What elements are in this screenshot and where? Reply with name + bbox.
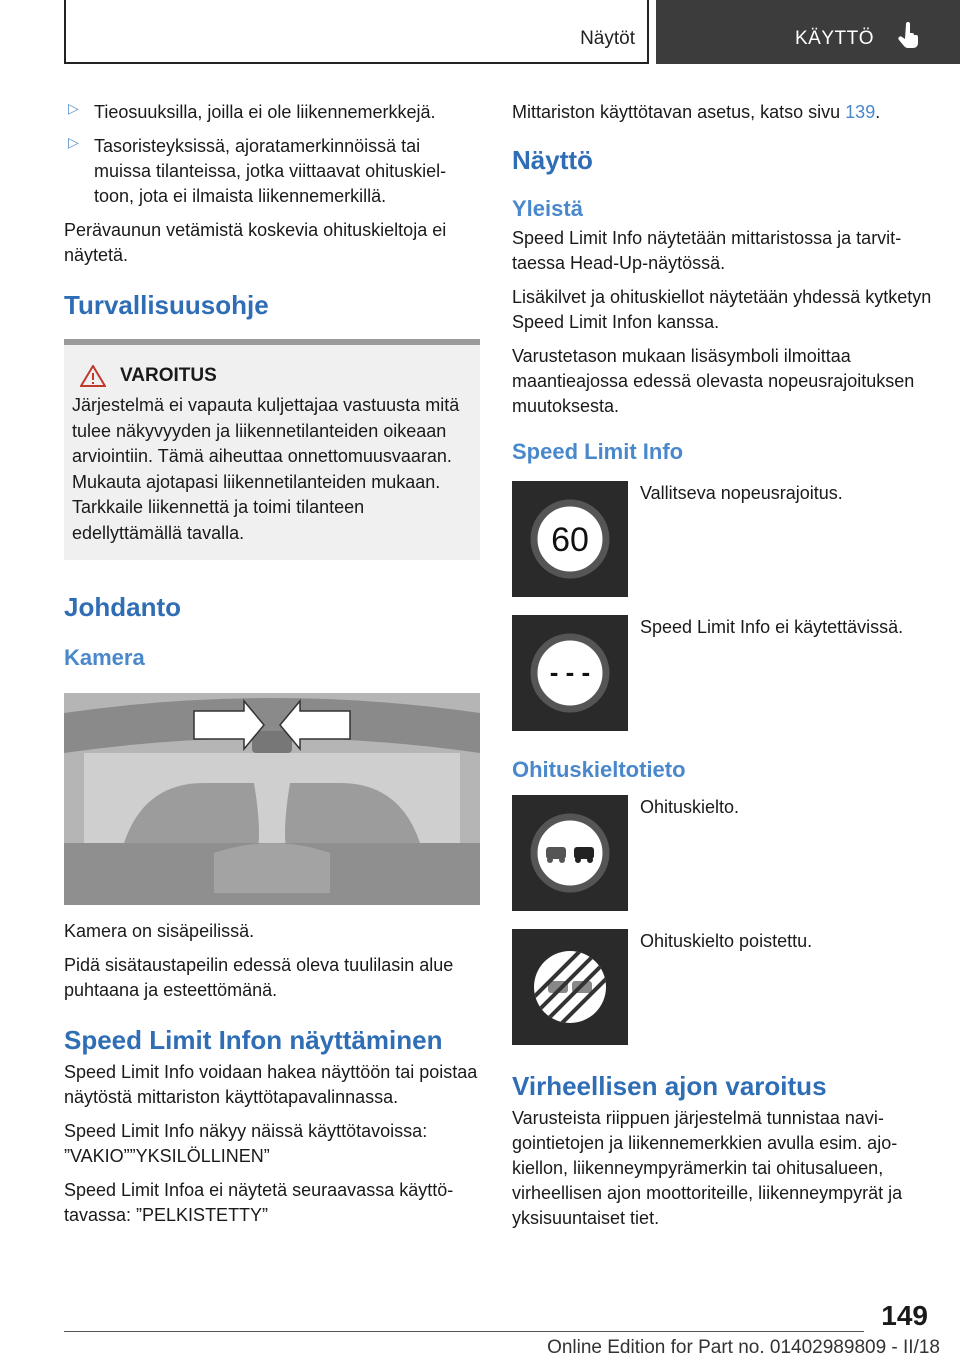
general-heading: Yleistä	[512, 196, 583, 221]
sign-label: Vallitseva nopeusrajoitus.	[640, 483, 843, 503]
left-column	[64, 100, 480, 1237]
display-heading: Näyttö	[512, 145, 593, 175]
general-paragraph: Lisäkilvet ja ohituskiellot näytetään yhdessä kytketyn Speed Limit Infon kanssa.	[512, 287, 932, 332]
unavailable-value: - - -	[549, 657, 591, 687]
warning-title-row	[72, 365, 472, 387]
sign-label: Ohituskielto.	[640, 797, 740, 817]
general-paragraph: Speed Limit Info näytetään mittaristossa ja tarvittaessa Head-Up-näytössä.	[512, 228, 902, 273]
sign-row	[512, 795, 932, 911]
overtake-heading: Ohituskieltotieto	[512, 757, 686, 782]
warning-box	[64, 339, 480, 560]
intro-paragraph: Perävaunun vetämistä koskevia ohituskieltoja ei näytetä.	[64, 220, 447, 265]
speed-limit-unavailable-icon	[512, 615, 628, 731]
intro-heading: Johdanto	[64, 592, 181, 622]
list-item	[64, 134, 480, 209]
header-section-label: Näytöt	[580, 28, 635, 49]
sign-label: Speed Limit Info ei käytettävissä.	[640, 617, 904, 637]
show-paragraph: Speed Limit Infoa ei näytetä seuraavassa käyttötavassa: ”PELKISTETTY”	[64, 1180, 454, 1225]
header-chapter-label: KÄYTTÖ	[794, 28, 874, 49]
end-of-no-overtaking-sign-icon	[512, 929, 628, 1045]
camera-location-photo	[64, 693, 480, 905]
right-column	[512, 100, 932, 1240]
sign-row	[512, 615, 932, 731]
speed-limit-sign-icon	[512, 481, 628, 597]
camera-caption: Pidä sisätaustapeilin edessä oleva tuulilasin alue puhtaana ja esteettömänä.	[64, 955, 454, 1000]
bullet-text: Tieosuuksilla, joilla ei ole liikennemerkkejä.	[94, 102, 436, 122]
page-link[interactable]: 139	[845, 102, 876, 122]
reference-paragraph	[512, 100, 932, 125]
footer-divider	[64, 1331, 864, 1332]
warning-triangle-icon	[80, 365, 106, 387]
header-section-tab	[64, 0, 649, 64]
sign-label: Ohituskielto poistettu.	[640, 931, 813, 951]
sign-row	[512, 929, 932, 1045]
speed-value: 60	[551, 521, 589, 559]
speed-limit-info-heading: Speed Limit Info	[512, 439, 684, 464]
general-paragraph: Varustetason mukaan lisäsymboli ilmoittaa maantieajossa edessä olevasta nopeusrajoituksen muutoksesta.	[512, 346, 915, 416]
reference-end: .	[875, 102, 881, 122]
show-heading: Speed Limit Infon näyttäminen	[64, 1025, 443, 1055]
pointing-hand-icon	[898, 22, 922, 50]
warning-title: VAROITUS	[120, 365, 217, 386]
wrong-way-paragraph: Varusteista riippuen järjestelmä tunnistaa navigointietojen ja liikennemerkkien avulla esim. ajokiellon, liikenneympyrämerkin tai ohitusalueen, virheellisen ajon moottoriteille, liikenneympyrät ja yksisuuntaiset tiet.	[512, 1108, 903, 1228]
camera-heading: Kamera	[64, 645, 145, 670]
show-paragraph: Speed Limit Info voidaan hakea näyttöön tai poistaa näytöstä mittariston käyttötapavalinnassa.	[64, 1062, 478, 1107]
header-chapter-tab	[656, 0, 960, 64]
footer-edition: Online Edition for Part no. 01402989809 - II/18	[547, 1337, 940, 1358]
warning-text: Järjestelmä ei vapauta kuljettajaa vastuusta mitä tulee näkyvyyden ja liikennetilanteiden oikeaan arviointiin. Tämä aiheuttaa onnettomuusvaaran. Mukauta ajotapasi liikennetilanteiden mukaan. Tarkkaile liikennettä ja toimi tilanteen edellyttämällä tavalla.	[72, 395, 460, 543]
page-number: 149	[881, 1300, 928, 1331]
no-overtaking-sign-icon	[512, 795, 628, 911]
bullet-text: Tasoristeyksissä, ajoratamerkinnöissä tai muissa tilanteissa, jotka viittaavat ohituskieltoon, jota ei ilmaista liikennemerkillä.	[94, 136, 447, 206]
sign-row	[512, 481, 932, 597]
wrong-way-heading: Virheellisen ajon varoitus	[512, 1071, 827, 1101]
triangle-bullet-icon: ▷	[68, 134, 79, 150]
list-item	[64, 100, 480, 125]
show-paragraph: Speed Limit Info näkyy näissä käyttötavoissa: ”VAKIO””YKSILÖLLINEN”	[64, 1121, 428, 1166]
safety-heading: Turvallisuusohje	[64, 290, 269, 320]
reference-text: Mittariston käyttötavan asetus, katso sivu	[512, 102, 841, 122]
triangle-bullet-icon: ▷	[68, 100, 79, 116]
camera-caption: Kamera on sisäpeilissä.	[64, 921, 255, 941]
